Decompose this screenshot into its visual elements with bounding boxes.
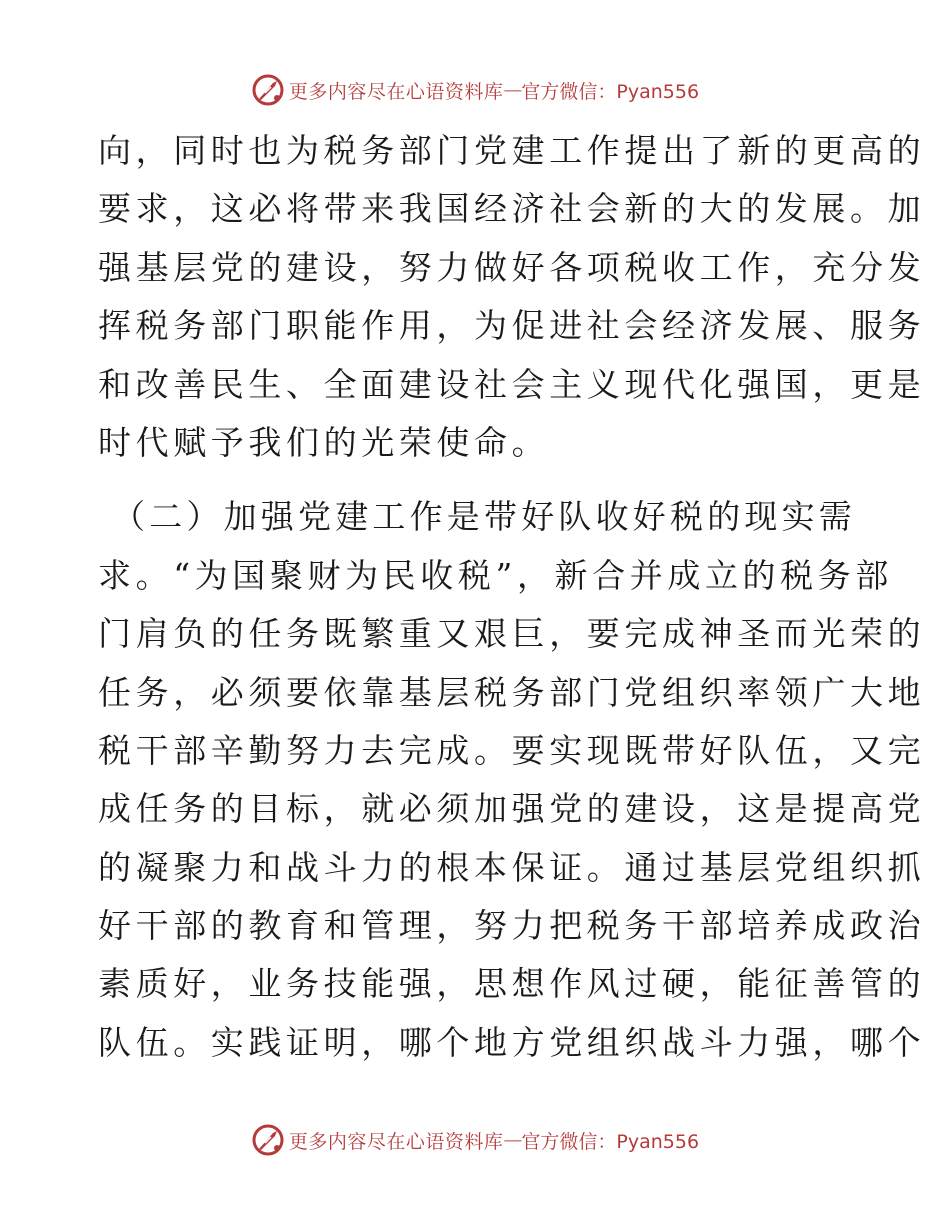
text-line: 挥税务部门职能作用，为促进社会经济发展、服务	[98, 306, 926, 346]
feather-pen-circle-icon	[251, 1123, 285, 1157]
section-heading-line: （二）加强党建工作是带好队收好税的现实需	[112, 497, 856, 537]
paragraph-1	[98, 122, 926, 472]
text-line: 要求，这必将带来我国经济社会新的大的发展。加	[98, 189, 926, 229]
paragraph-gap	[98, 472, 858, 488]
paragraph-2	[98, 488, 926, 1072]
watermark-contact-text: 官方微信：Pyan556	[521, 1130, 700, 1153]
text-line: 门肩负的任务既繁重又艰巨，要完成神圣而光荣的	[98, 614, 926, 654]
feather-pen-circle-icon	[251, 73, 285, 107]
text-line: 向，同时也为税务部门党建工作提出了新的更高的	[98, 131, 926, 170]
text-line: 素质好，业务技能强，思想作风过硬，能征善管的	[98, 964, 926, 1004]
text-line: 好干部的教育和管理，努力把税务干部培养成政治	[98, 906, 926, 946]
watermark-main-text: 更多内容尽在心语资料库	[288, 80, 504, 103]
watermark-separator: —	[503, 79, 522, 101]
footer-watermark	[0, 1120, 950, 1160]
text-line: 税干部辛勤努力去完成。要实现既带好队伍，又完	[98, 730, 926, 770]
header-watermark	[0, 70, 950, 110]
text-line: 队伍。实践证明，哪个地方党组织战斗力强，哪个	[98, 1022, 926, 1062]
watermark-main-text: 更多内容尽在心语资料库	[288, 1130, 504, 1153]
text-line: 时代赋予我们的光荣使命。	[98, 422, 550, 462]
text-line: 求。“为国聚财为民收税”，新合并成立的税务部	[98, 555, 893, 595]
watermark-contact-text: 官方微信：Pyan556	[521, 80, 700, 103]
text-line: 任务，必须要依靠基层税务部门党组织率领广大地	[98, 672, 926, 712]
text-line: 强基层党的建设，努力做好各项税收工作，充分发	[98, 247, 926, 287]
text-line: 的凝聚力和战斗力的根本保证。通过基层党组织抓	[98, 847, 926, 887]
text-line: 和改善民生、全面建设社会主义现代化强国，更是	[98, 364, 926, 404]
text-line: 成任务的目标，就必须加强党的建设，这是提高党	[98, 789, 926, 829]
watermark-separator: —	[503, 1129, 522, 1151]
document-body	[98, 122, 926, 1072]
